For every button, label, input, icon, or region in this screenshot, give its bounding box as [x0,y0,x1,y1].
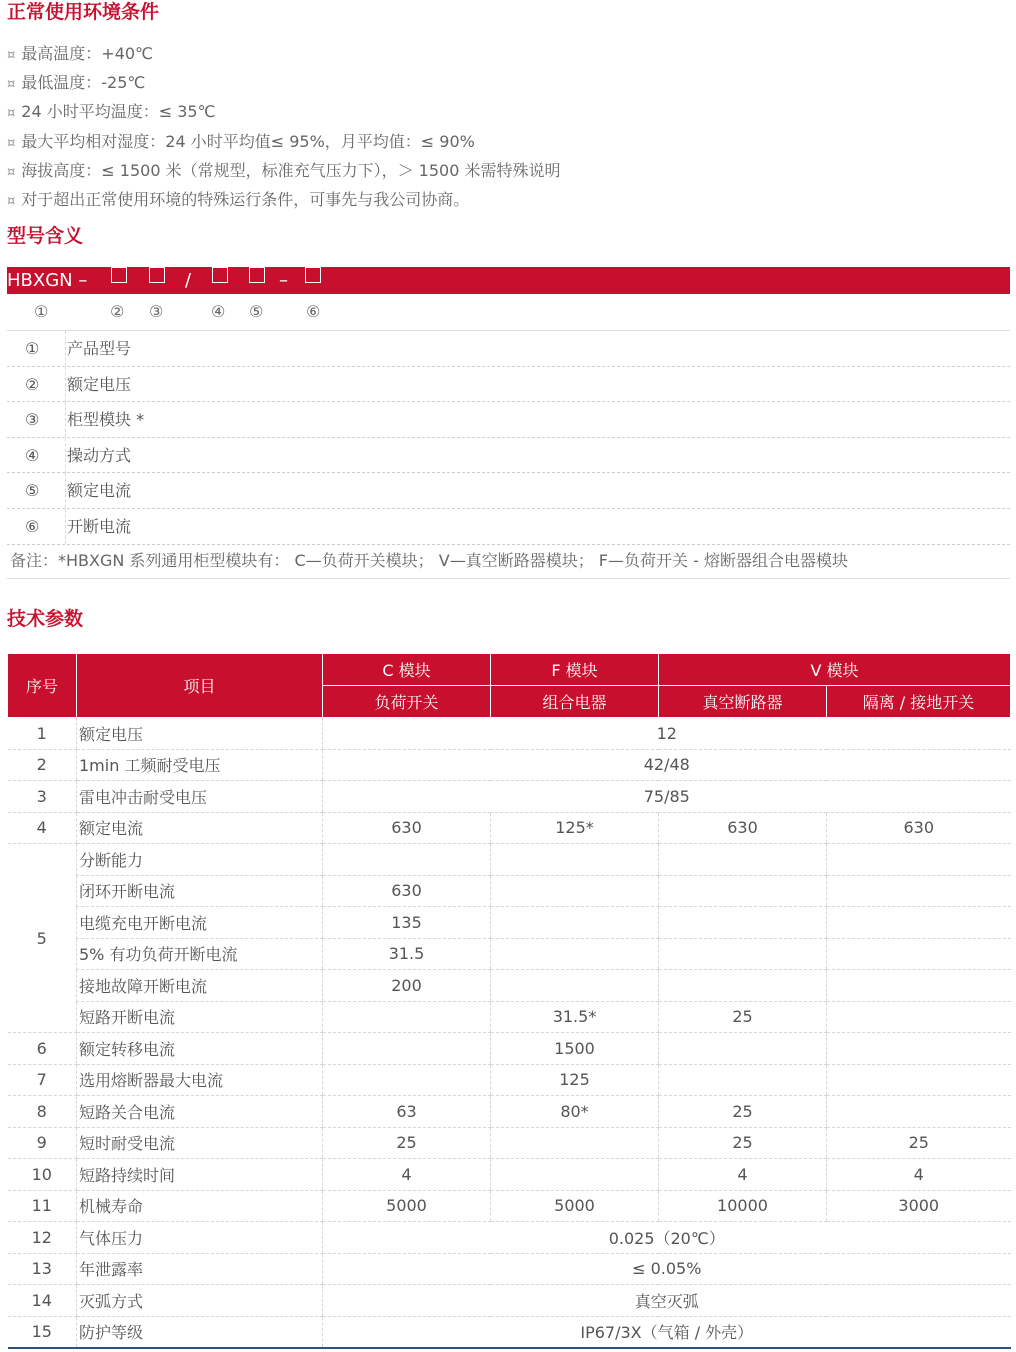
divider [7,544,1010,545]
circle-number: ④ [211,302,226,321]
conditions-list [7,40,560,215]
model-row: ② 额定电压 [7,367,1010,402]
placeholder-box-icon [111,267,127,283]
placeholder-box-icon [249,267,265,283]
header-c-module: C 模块 [323,654,491,686]
table-row: 1 额定电压 12 [8,718,1011,750]
bullet-icon: ¤ [7,135,16,151]
table-row: 5 分断能力 [8,844,1011,876]
table-row: 3 雷电冲击耐受电压 75/85 [8,781,1011,813]
header-f-module: F 模块 [491,654,659,686]
table-row: 8 短路关合电流 63 80* 25 [8,1096,1011,1128]
table-row: 11 机械寿命 5000 5000 10000 3000 [8,1190,1011,1222]
model-code-bar [7,267,1010,294]
table-row: 14 灭弧方式 真空灭弧 [8,1285,1011,1317]
placeholder-box-icon [212,267,228,283]
tech-params-table [7,653,1011,1349]
section-title-tech: 技术参数 [7,608,84,630]
header-v-module: V 模块 [659,654,1011,686]
table-row: 短路开断电流 31.5* 25 [8,1001,1011,1033]
bullet-icon: ¤ [7,106,16,122]
list-item: ¤ 最高温度：+40℃ [7,44,154,63]
table-row: 6 额定转移电流 1500 [8,1033,1011,1065]
header-f-sub: 组合电器 [491,686,659,718]
header-v-sub2: 隔离 / 接地开关 [827,686,1011,718]
model-note: 备注：*HBXGN 系列通用柜型模块有： C—负荷开关模块； V—真空断路器模块； F—负荷开关 - 熔断器组合电器模块 [10,551,848,570]
table-row: 10 短路持续时间 4 4 4 [8,1159,1011,1191]
table-row: 接地故障开断电流 200 [8,970,1011,1002]
list-item: ¤ 海拔高度：≤ 1500 米（常规型，标准充气压力下），＞ 1500 米需特殊说明 [7,160,561,180]
model-row: ① 产品型号 [7,331,1010,366]
model-row: ⑥ 开断电流 [7,509,1010,544]
circle-number: ② [110,302,125,321]
model-dash: – [279,270,288,291]
header-v-sub1: 真空断路器 [659,686,827,718]
header-seq: 序号 [8,654,77,718]
table-row: 4 额定电流 630 125* 630 630 [8,812,1011,844]
section-title-model: 型号含义 [7,225,84,247]
list-item: ¤ 24 小时平均温度：≤ 35℃ [7,102,216,122]
table-row: 电缆充电开断电流 135 [8,907,1011,939]
table-row: 9 短时耐受电流 25 25 25 [8,1127,1011,1159]
table-row: 12 气体压力 0.025（20℃） [8,1222,1011,1254]
table-row: 5% 有功负荷开断电流 31.5 [8,938,1011,970]
bullet-icon: ¤ [7,48,16,63]
model-row: ⑤ 额定电流 [7,473,1010,508]
model-row: ④ 操动方式 [7,438,1010,473]
table-row: 15 防护等级 IP67/3X（气箱 / 外壳） [8,1316,1011,1348]
placeholder-box-icon [305,267,321,283]
circle-number: ⑥ [306,302,321,321]
table-row: 2 1min 工频耐受电压 42/48 [8,749,1011,781]
bullet-icon: ¤ [7,77,16,93]
model-prefix: HBXGN – [7,270,88,291]
divider [7,578,1010,579]
table-row: 闭环开断电流 630 [8,875,1011,907]
table-row: 7 选用熔断器最大电流 125 [8,1064,1011,1096]
table-row: 13 年泄露率 ≤ 0.05% [8,1253,1011,1285]
placeholder-box-icon [149,267,165,283]
header-item: 项目 [77,654,323,718]
list-item: ¤ 最低温度：-25℃ [7,73,146,93]
bullet-icon: ¤ [7,164,16,180]
header-c-sub: 负荷开关 [323,686,491,718]
model-slash: / [185,270,192,291]
section-title-conditions: 正常使用环境条件 [7,1,160,23]
circle-number: ① [34,302,49,321]
circle-number: ⑤ [249,302,264,321]
model-row: ③ 柜型模块 * [7,402,1010,437]
bullet-icon: ¤ [7,194,16,210]
list-item: ¤ 最大平均相对湿度：24 小时平均值≤ 95%，月平均值：≤ 90% [7,131,475,151]
circle-number: ③ [149,302,164,321]
list-item: ¤ 对于超出正常使用环境的特殊运行条件，可事先与我公司协商。 [7,190,470,210]
